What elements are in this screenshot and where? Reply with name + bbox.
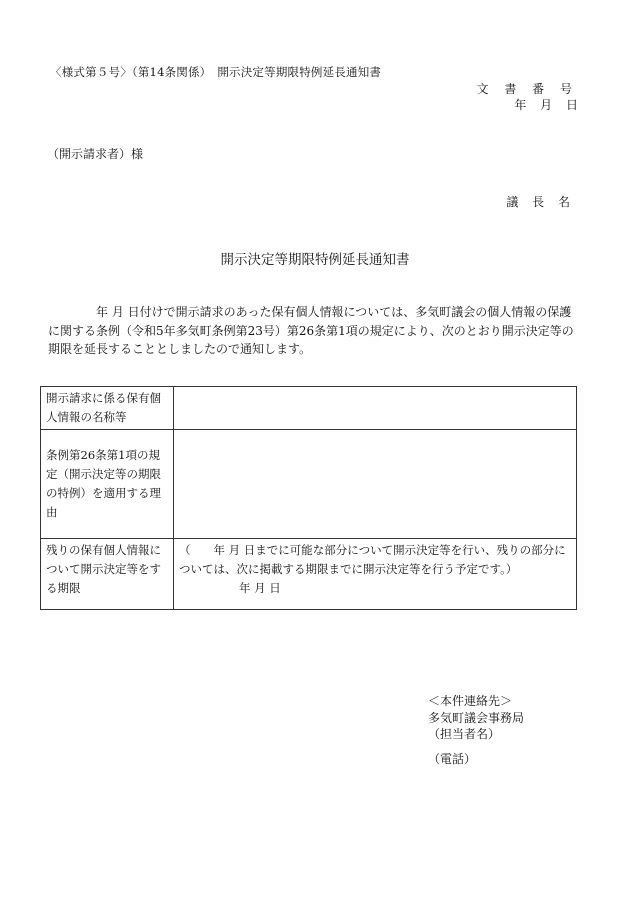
contact-heading: ＜本件連絡先＞: [428, 694, 513, 708]
document-title: 開示決定等期限特例延長通知書: [220, 252, 410, 268]
table-row: [41, 387, 577, 430]
notice-body-text: 年 月 日付けで開示請求のあった保有個人情報については、多気町議会の個人情報の保護に関する条例（令和5年多気町条例第23号）第26条第1項の規定により、次のとおり開示決定等の期限を延長することとしましたので通知します。: [48, 305, 574, 356]
info-table: [40, 386, 577, 610]
table-row-label: 条例第26条第1項の規定（開示決定等の期限の特例）を適用する理由: [41, 430, 174, 539]
table-row-value: [174, 539, 577, 610]
deadline-date: 年 月 日: [239, 581, 281, 595]
table-row: [41, 430, 577, 539]
table-row-value: [174, 387, 577, 430]
recipient-line: （開示請求者）様: [47, 147, 144, 161]
contact-phone: （電話）: [428, 751, 477, 766]
table-row: [41, 539, 577, 610]
table-row-label: 残りの保有個人情報について開示決定等をする期限: [41, 539, 174, 610]
table-row-value: [174, 430, 577, 539]
contact-office: 多気町議会事務局: [428, 710, 525, 725]
sender-name-label: 議 長 名: [506, 195, 570, 209]
contact-block: [428, 693, 524, 767]
table-row-label: 開示請求に係る保有個人情報の名称等: [41, 387, 174, 430]
document-number-label: 文 書 番 号: [476, 82, 578, 96]
form-number: 〈様式第５号〉（第14条関係） 開示決定等期限特例延長通知書: [50, 65, 382, 79]
deadline-explanation: （ 年 月 日までに可能な部分について開示決定等を行い、残りの部分については、次に掲載する期限までに開示決定等を行う予定です。）: [179, 543, 566, 576]
notice-body: [48, 303, 583, 359]
contact-person: （担当者名）: [428, 727, 501, 741]
issue-date-label: 年 月 日: [514, 98, 578, 112]
